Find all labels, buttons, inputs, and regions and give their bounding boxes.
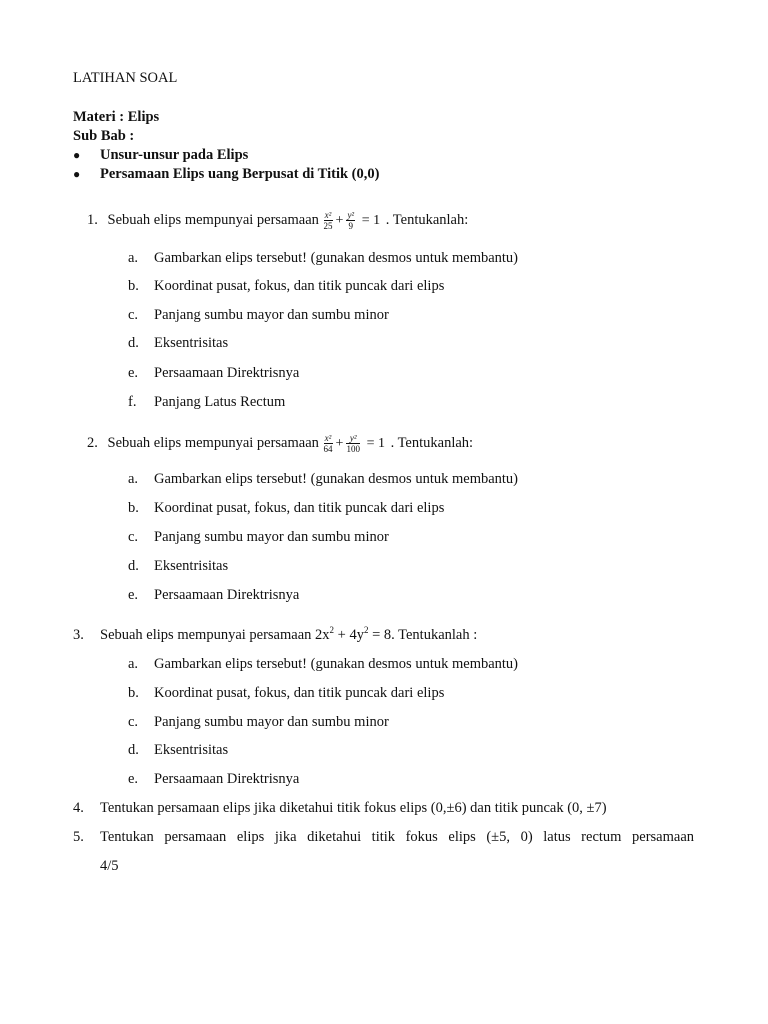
question-text-continued: 4/5 — [100, 858, 119, 874]
question-tail: . Tentukanlah: — [390, 434, 474, 451]
item-text: Panjang Latus Rectum — [154, 394, 286, 410]
question-number: 2. — [87, 434, 98, 451]
fraction-denominator: 9 — [348, 221, 354, 231]
question-number: 3. — [73, 627, 84, 643]
fraction-x — [324, 433, 333, 454]
item-letter: c. — [128, 714, 139, 730]
item-letter: d. — [128, 558, 139, 574]
fraction-numerator: y² — [346, 433, 360, 444]
item-letter: d. — [128, 742, 139, 758]
list-item — [128, 500, 445, 517]
item-text: Koordinat pusat, fokus, dan titik puncak dari elips — [154, 500, 445, 516]
fraction-y — [346, 210, 355, 231]
fraction-denominator: 64 — [323, 444, 333, 454]
item-letter: a. — [128, 250, 139, 266]
item-text: Eksentrisitas — [154, 558, 229, 574]
item-text: Koordinat pusat, fokus, dan titik puncak dari elips — [154, 685, 445, 701]
item-text: Persaamaan Direktrisnya — [154, 771, 300, 787]
item-letter: a. — [128, 656, 139, 672]
question-number: 4. — [73, 800, 84, 816]
item-letter: d. — [128, 335, 139, 351]
fraction-numerator: x² — [324, 210, 332, 220]
question-4 — [73, 800, 607, 817]
bullet-icon: ● — [73, 167, 81, 181]
equation-rhs: = 1 — [361, 212, 381, 228]
item-text: Persaamaan Direktrisnya — [154, 365, 300, 381]
question-2 — [87, 433, 473, 454]
question-text: Tentukan persamaan elips jika diketahui titik fokus elips (0,±6) dan titik puncak (0, ±7) — [100, 800, 607, 816]
question-5 — [73, 829, 84, 846]
item-letter: c. — [128, 529, 139, 545]
item-letter: e. — [128, 365, 139, 381]
materi-label: Materi : Elips — [73, 109, 160, 125]
item-text: Panjang sumbu mayor dan sumbu minor — [154, 307, 389, 323]
item-letter: b. — [128, 685, 139, 701]
item-text: Koordinat pusat, fokus, dan titik puncak dari elips — [154, 278, 445, 294]
item-text: Eksentrisitas — [154, 335, 229, 351]
item-letter: a. — [128, 471, 139, 487]
list-item — [128, 587, 300, 604]
list-item — [128, 742, 229, 759]
item-text: Persaamaan Direktrisnya — [154, 587, 300, 603]
item-letter: b. — [128, 500, 139, 516]
plus-sign: + — [335, 435, 344, 451]
fraction-denominator: 100 — [346, 444, 360, 454]
question-text: Sebuah elips mempunyai persamaan $2x^2 + 4y^2 = 8$. Tentukanlah : — [100, 625, 478, 643]
list-item — [128, 250, 519, 267]
item-letter: c. — [128, 307, 139, 323]
fraction-numerator: x² — [324, 433, 332, 443]
item-text: Panjang sumbu mayor dan sumbu minor — [154, 714, 389, 730]
list-item — [128, 714, 389, 731]
item-text: Gambarkan elips tersebut! (gunakan desmos untuk membantu) — [154, 656, 519, 672]
item-letter: f. — [128, 394, 137, 410]
list-item — [128, 394, 286, 411]
list-item — [128, 307, 389, 324]
list-item — [128, 771, 300, 788]
subbab-item-label: Unsur-unsur pada Elips — [100, 147, 249, 163]
fraction-y — [346, 433, 360, 454]
list-item — [128, 365, 300, 382]
item-text: Gambarkan elips tersebut! (gunakan desmos untuk membantu) — [154, 471, 519, 487]
item-text: Gambarkan elips tersebut! (gunakan desmos untuk membantu) — [154, 250, 519, 266]
question-number: 5. — [73, 829, 84, 845]
fraction-x — [324, 210, 333, 231]
question-tail: . Tentukanlah: — [385, 211, 469, 228]
question-1 — [87, 210, 468, 231]
subbab-item — [73, 166, 380, 183]
item-text: Eksentrisitas — [154, 742, 229, 758]
item-letter: e. — [128, 771, 139, 787]
list-item — [128, 529, 389, 546]
list-item — [128, 335, 229, 352]
list-item — [128, 471, 519, 488]
question-3 — [73, 625, 478, 644]
list-item — [128, 685, 445, 702]
item-letter: e. — [128, 587, 139, 603]
list-item — [128, 558, 229, 575]
equation-rhs: = 1 — [366, 435, 385, 451]
fraction-numerator: y² — [347, 210, 355, 220]
subbab-label: Sub Bab : — [73, 128, 135, 144]
plus-sign: + — [335, 212, 344, 228]
question-text: Sebuah elips mempunyai persamaan — [107, 211, 319, 228]
item-text: Panjang sumbu mayor dan sumbu minor — [154, 529, 389, 545]
bullet-icon: ● — [73, 148, 81, 162]
item-letter: b. — [128, 278, 139, 294]
question-text: Sebuah elips mempunyai persamaan — [107, 434, 319, 451]
page-title: LATIHAN SOAL — [73, 70, 178, 86]
question-text: Tentukan persamaan elips jika diketahui titik fokus elips (±5, 0) latus rectum persamaan — [100, 829, 694, 845]
fraction-denominator: 25 — [323, 221, 333, 231]
question-number: 1. — [87, 211, 98, 228]
list-item — [128, 278, 445, 295]
subbab-item-label: Persamaan Elips uang Berpusat di Titik (0,0) — [100, 166, 380, 182]
list-item — [128, 656, 519, 673]
subbab-item — [73, 147, 249, 164]
